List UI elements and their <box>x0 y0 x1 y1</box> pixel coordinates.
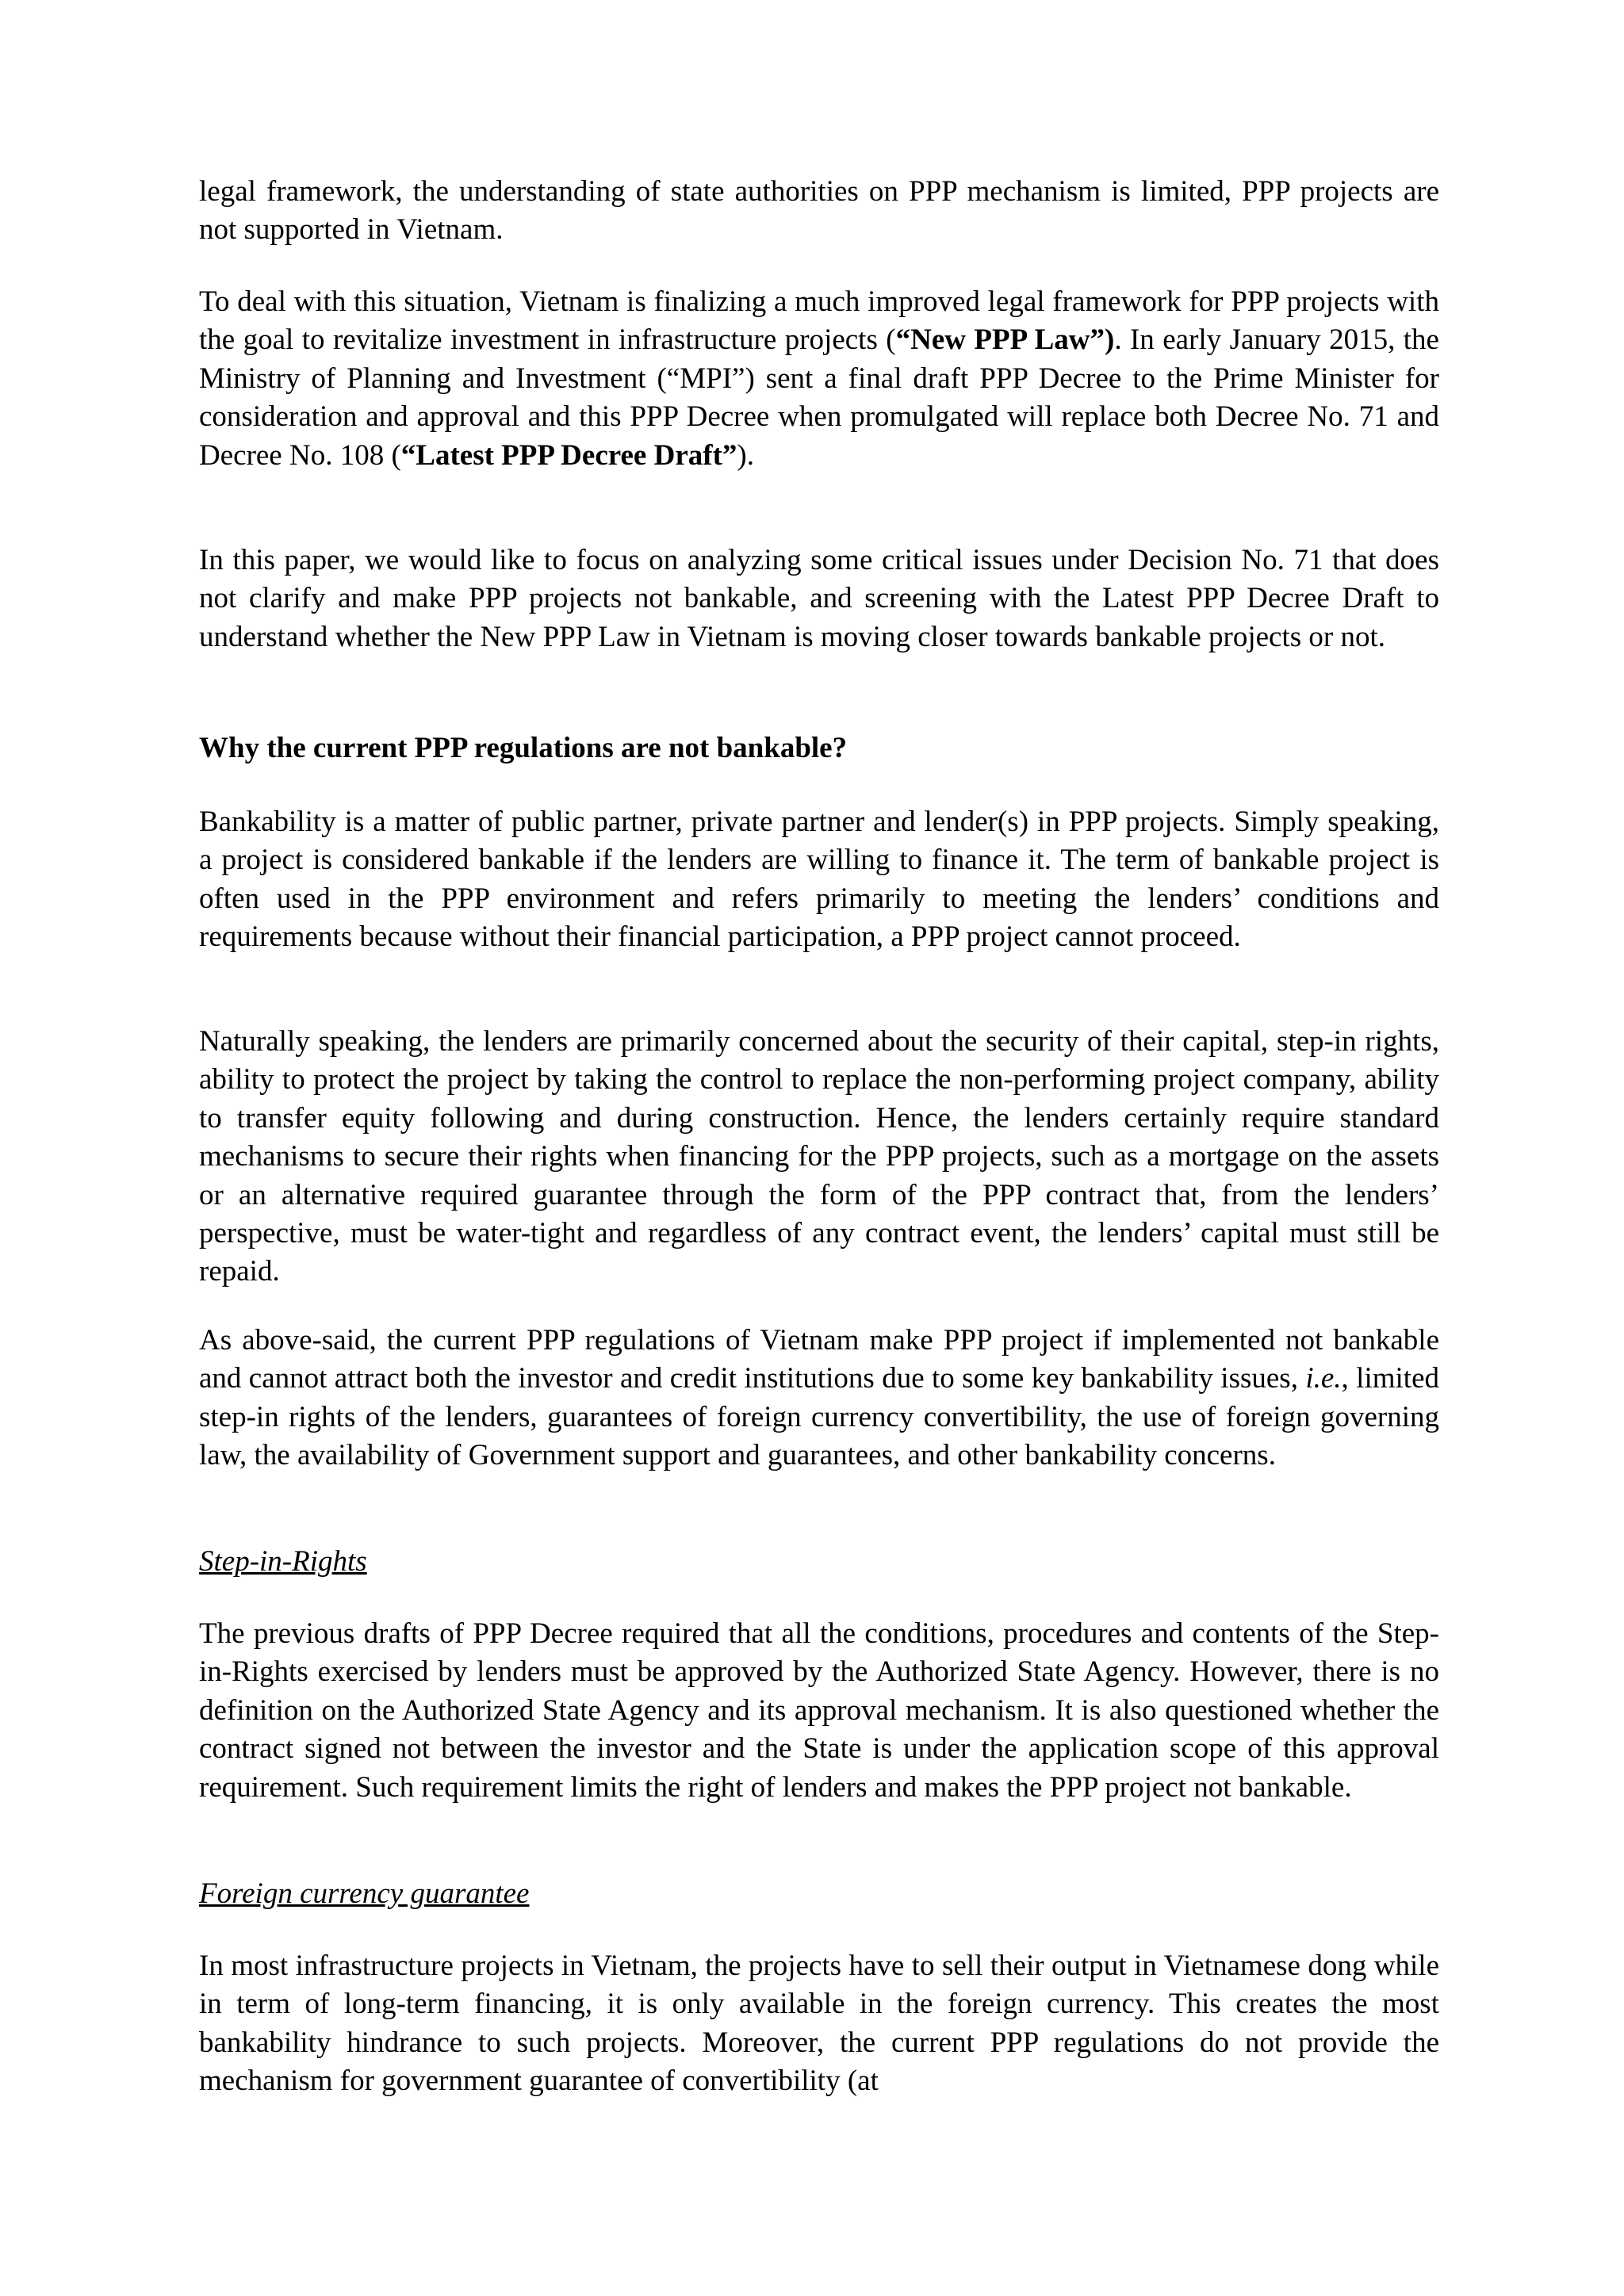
subheading-step-in-rights: Step-in-Rights <box>199 1545 367 1578</box>
text: As above-said, the current PPP regulations of Vietnam make PPP project if implemented not bankable and cannot attract both the investor and credit institutions due to some key bankability issues, <box>199 1324 1439 1395</box>
paragraph-new-ppp-law <box>199 283 1439 475</box>
paragraph-current-regulations <box>199 1322 1439 1475</box>
paragraph-legal-framework: legal framework, the understanding of state authorities on PPP mechanism is limited, PPP projects are not supported in Vietnam. <box>199 175 1439 247</box>
subheading-foreign-currency: Foreign currency guarantee <box>199 1877 530 1910</box>
paragraph-lenders-concerns: Naturally speaking, the lenders are primarily concerned about the security of their capital, step-in rights, ability to protect the project by taking the control to replace the non-performing project company, ability to transfer equity following and during construction. Hence, the lenders certainly require standard mechanisms to secure their rights when financing for the PPP projects, such as a mortgage on the assets or an alternative required guarantee through the form of the PPP contract that, from the lenders’ perspective, must be water-tight and regardless of any contract event, the lenders’ capital must still be repaid. <box>199 1025 1439 1288</box>
paragraph-step-in-rights: The previous drafts of PPP Decree required that all the conditions, procedures and contents of the Step-in-Rights exercised by lenders must be approved by the Authorized State Agency. However, there is no definition on the Authorized State Agency and its approval mechanism. It is also questioned whether the contract signed not between the investor and the State is under the application scope of this approval requirement. Such requirement limits the right of lenders and makes the PPP project not bankable. <box>199 1617 1439 1804</box>
text: ). <box>737 438 754 472</box>
paragraph-foreign-currency: In most infrastructure projects in Vietnam, the projects have to sell their output in Vietnamese dong while in term of long-term financing, it is only available in the foreign currency. This creates the most bankability hindrance to such projects. Moreover, the current PPP regulations do not provide the mechanism for government guarantee of convertibility (at <box>199 1950 1439 2098</box>
section-heading: Why the current PPP regulations are not bankable? <box>199 732 848 764</box>
paragraph-bankability: Bankability is a matter of public partner, private partner and lender(s) in PPP projects. Simply speaking, a project is considered bankable if the lenders are willing to finance it. The term of bankable project is often used in the PPP environment and refers primarily to meeting the lenders’ conditions and requirements because without their financial participation, a PPP project cannot proceed. <box>199 806 1439 954</box>
text: , limited step-in rights of the lenders, guarantees of foreign currency convertibility, the use of foreign governing law, the availability of Government support and guarantees, and other bankability concerns. <box>199 1362 1439 1472</box>
paragraph-paper-focus: In this paper, we would like to focus on analyzing some critical issues under Decision No. 71 that does not clarify and make PPP projects not bankable, and screening with the Latest PPP Decree Draft to understand whether the New PPP Law in Vietnam is moving closer towards bankable projects or not. <box>199 544 1439 653</box>
defined-term: “New PPP Law”) <box>895 323 1115 357</box>
text: . In early January 2015, the Ministry of Planning and Investment (“MPI”) sent a final draft PPP Decree to the Prime Minister for consideration and approval and this PPP Decree when promulgated will replace both Decree No. 71 and Decree No. 108 ( <box>199 323 1439 472</box>
text: To deal with this situation, Vietnam is finalizing a much improved legal framework for PPP projects with the goal to revitalize investment in infrastructure projects ( <box>199 285 1439 357</box>
defined-term: “Latest PPP Decree Draft” <box>400 438 737 472</box>
abbreviation: i.e. <box>1305 1362 1342 1395</box>
